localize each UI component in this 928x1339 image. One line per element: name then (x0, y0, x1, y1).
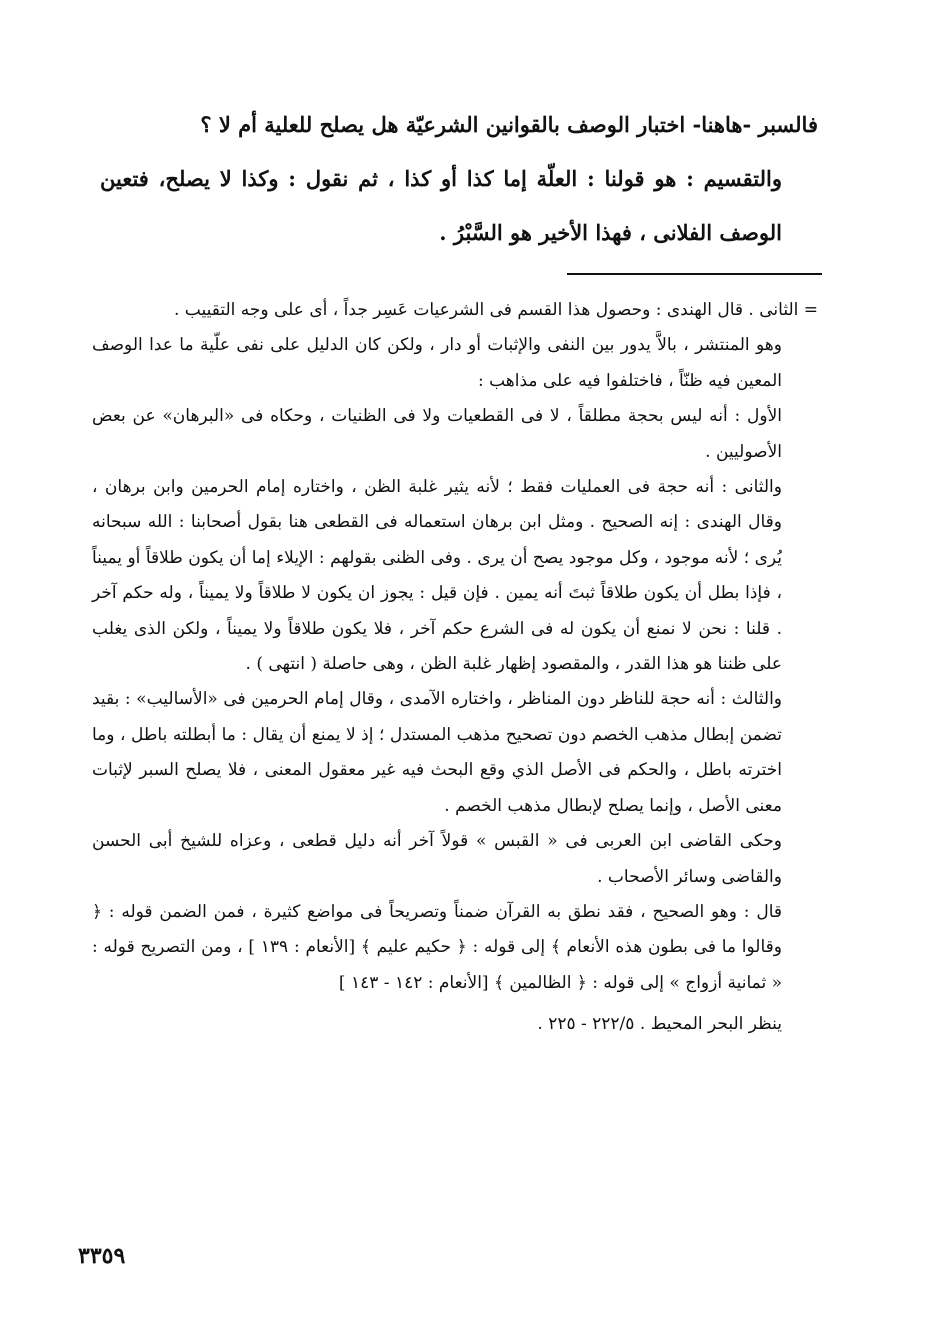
footnote-paragraph: وحكى القاضى ابن العربى فى « القبس » قولاً آخر أنه دليل قطعى ، وعزاه للشيخ أبى الحسن والقاضى وسائر الأصحاب . (92, 831, 782, 887)
footnote-paragraph: والثالث : أنه حجة للناظر دون المناظر ، واختاره الآمدى ، وقال إمام الحرمين فى «الأساليب» : بقيد تضمن إبطال مذهب الخصم دون تصحيح مذهب المستدل ؛ إذ لا يمنع أن يقال : ما أبطلته باطل ، وما اخترته باطل ، والحكم فى الأصل الذي وقع البحث فيه غير معقول المعنى ، فلا يصلح السبر لإثبات معنى الأصل ، وإنما يصلح لإبطال مذهب الخصم . (92, 689, 782, 816)
main-paragraph: فالسبر -هاهنا- اختبار الوصف بالقوانين الشرعيّة هل يصلح للعلية أم لا ؟ (200, 112, 818, 137)
footnotes-block (92, 293, 818, 1043)
page-number: ٣٣٥٩ (78, 1243, 126, 1269)
main-paragraph: والتقسيم : هو قولنا : العلّة إما كذا أو كذا ، ثم نقول : وكذا لا يصلح، فتعين الوصف الفلانى ، فهذا الأخير هو السَّبْرُ . (100, 166, 782, 245)
main-body-text (100, 98, 818, 260)
footnote-paragraph: قال : وهو الصحيح ، فقد نطق به القرآن ضمناً وتصريحاً فى مواضع كثيرة ، فمن الضمن قوله : ﴿ وقالوا ما فى بطون هذه الأنعام ﴾ إلى قوله : ﴿ حكيم عليم ﴾ [الأنعام : ١٣٩ ] ، ومن التصريح قوله : « ثمانية أزواج » إلى قوله : ﴿ الظالمين ﴾ [الأنعام : ١٤٢ - ١٤٣ ] (92, 901, 782, 993)
footnote-paragraph: الأول : أنه ليس بحجة مطلقاً ، لا فى القطعيات ولا فى الظنيات ، وحكاه فى «البرهان» عن بعض الأصوليين . (92, 406, 782, 462)
footnote-paragraph: والثانى : أنه حجة فى العمليات فقط ؛ لأنه يثير غلبة الظن ، واختاره إمام الحرمين وابن برهان ، وقال الهندى : إنه الصحيح . ومثل ابن برهان استعماله فى القطعى هنا بقول أصحابنا : الله سبحانه يُرى ؛ لأنه موجود ، وكل موجود يصح أن يرى . وفى الظنى بقولهم : الإيلاء إما أن يكون طلاقاً أو يميناً ، فإذا بطل أن يكون طلاقاً ثبتَ أنه يمين . فإن قيل : يجوز ان يكون لا طلاقاً ولا يميناً ، وله حكم آخر . قلنا : نحن لا نمنع أن يكون له فى الشرع حكم آخر ، فلا يكون طلاقاً ولا يميناً ، ولكن الذى يغلب على ظننا هو هذا القدر ، والمقصود إظهار غلبة الظن ، وهى حاصلة ( انتهى ) . (92, 477, 782, 675)
footnote-paragraph: = الثانى . قال الهندى : وحصول هذا القسم فى الشرعيات عَسِر جداً ، أى على وجه التقييب . (173, 300, 818, 320)
footnote-separator (567, 273, 822, 275)
footnote-paragraph: وهو المنتشر ، بالاَّ يدور بين النفى والإثبات أو دار ، ولكن كان الدليل على نفى علّية ما عدا الوصف المعين فيه ظنّاً ، فاختلفوا فيه على مذاهب : (92, 335, 782, 391)
footnote-reference: ينظر البحر المحيط . ٢٢٢/٥ - ٢٢٥ . (537, 1014, 782, 1035)
